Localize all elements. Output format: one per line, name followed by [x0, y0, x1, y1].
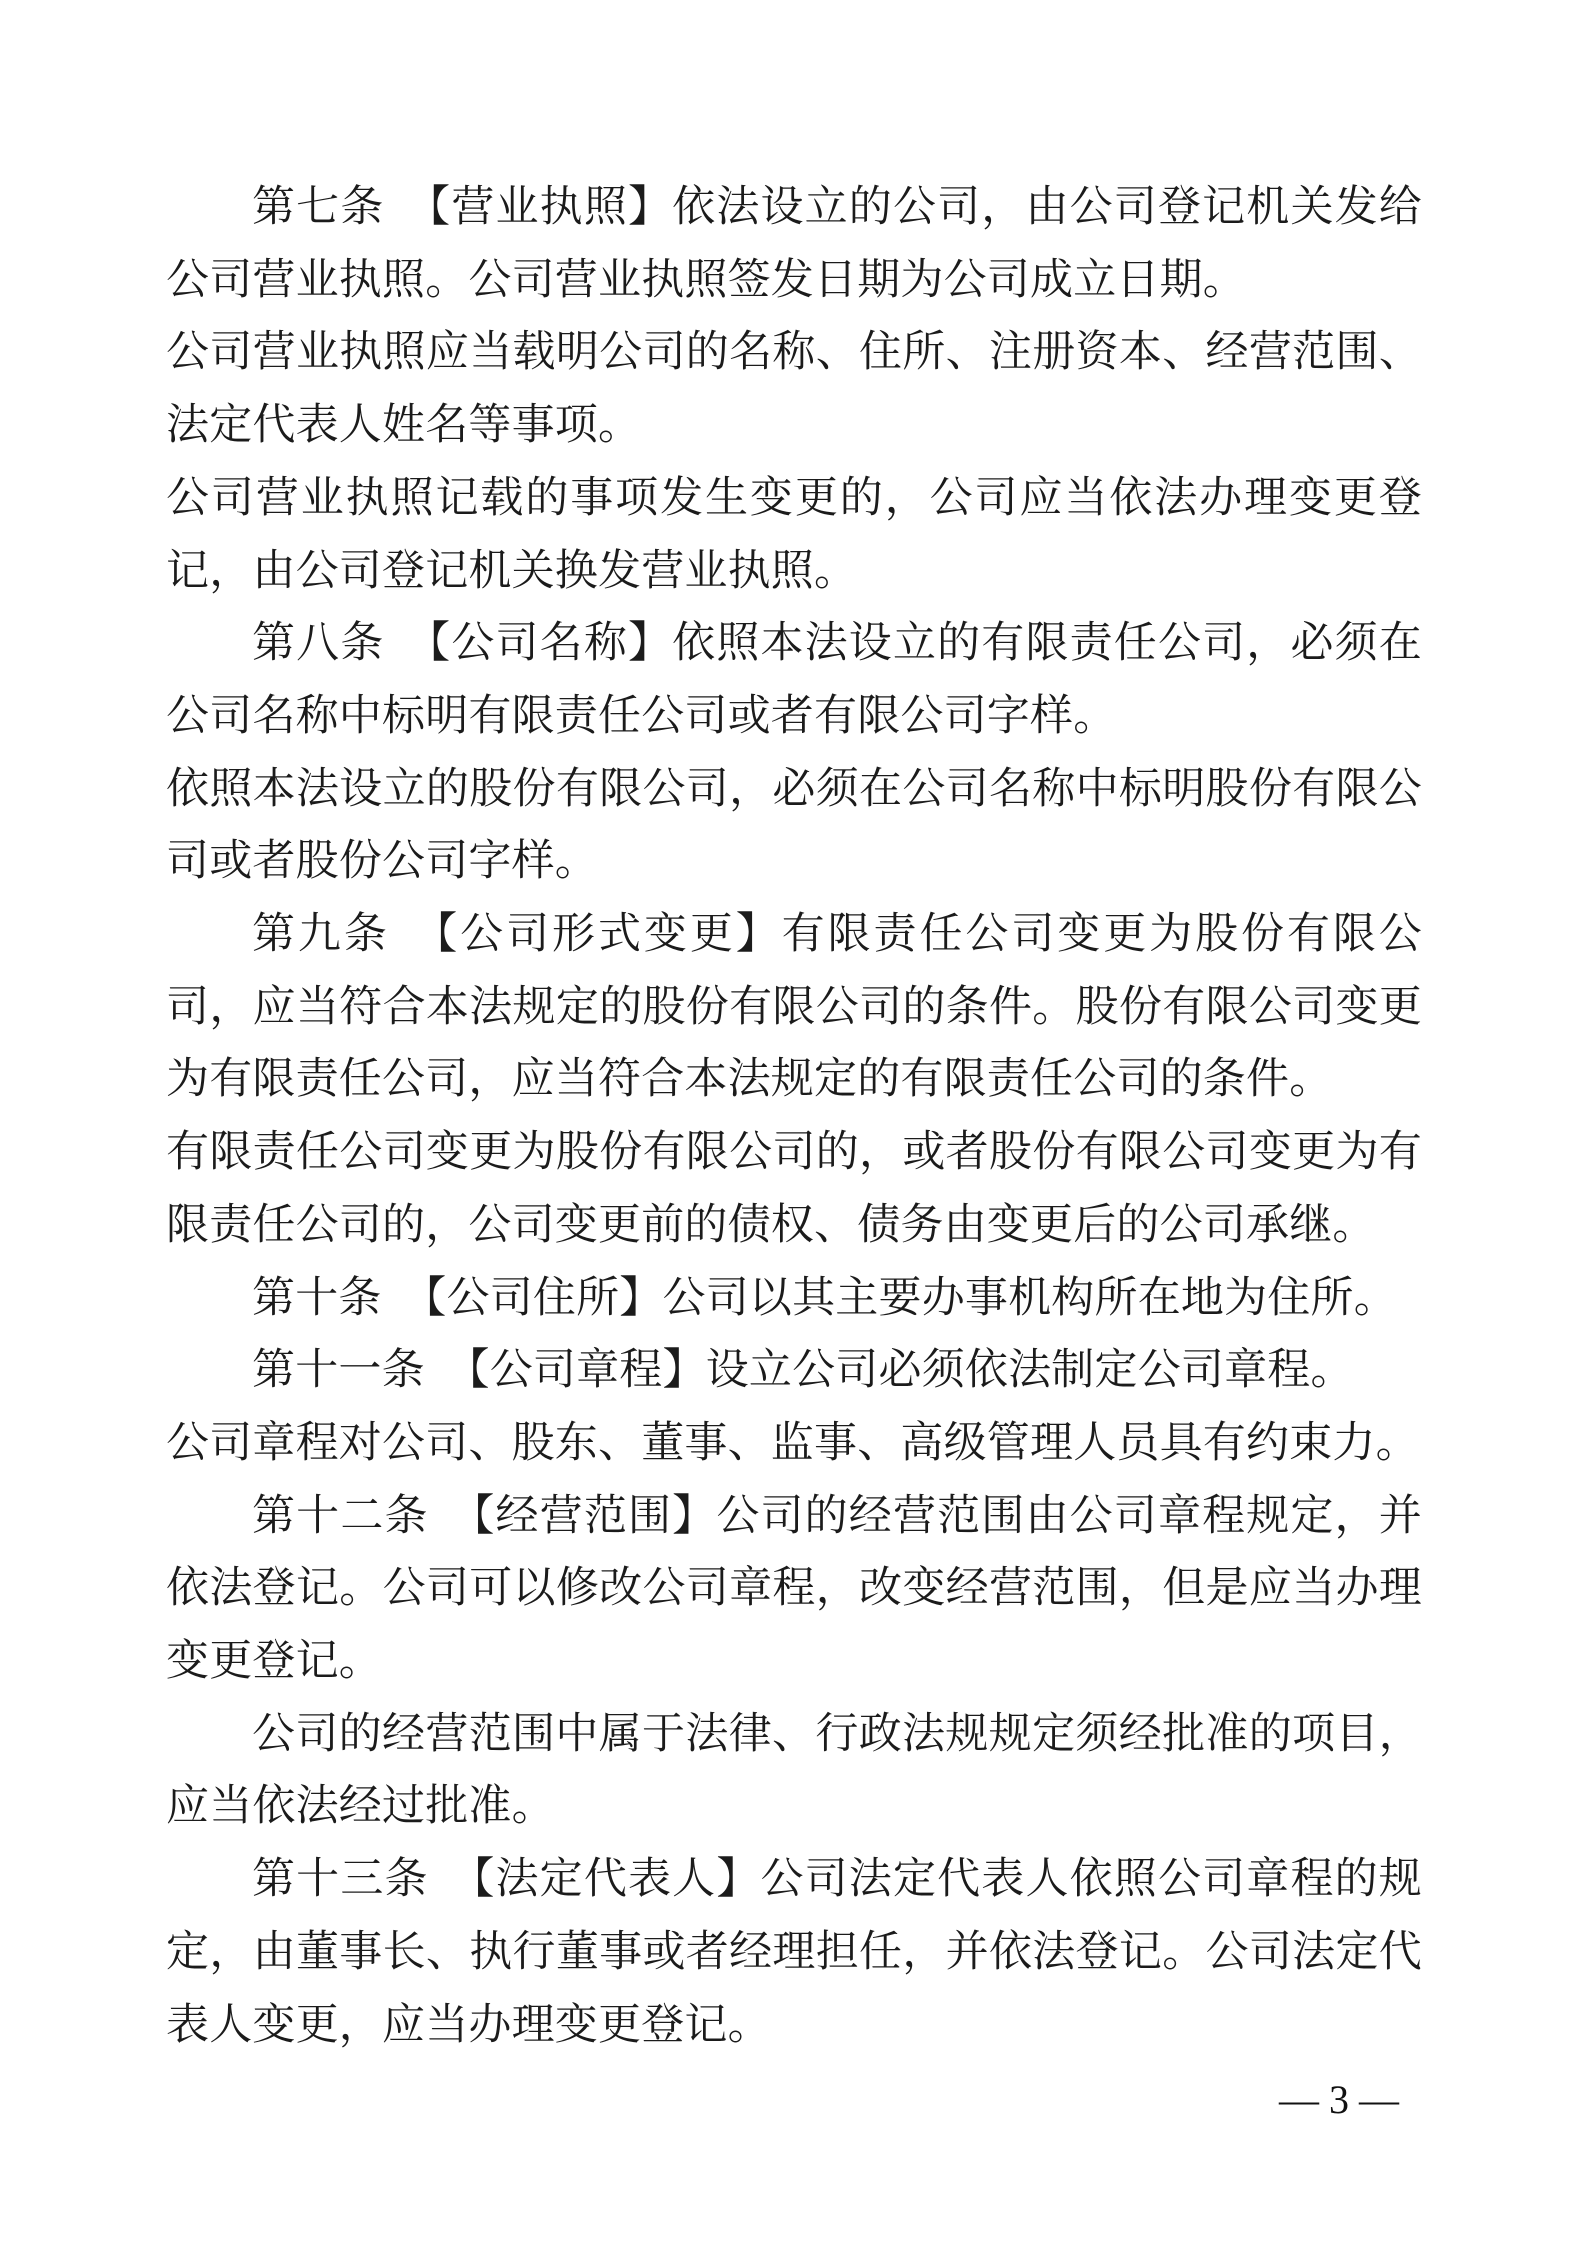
paragraph: 公司营业执照记载的事项发生变更的，公司应当依法办理变更登记，由公司登记机关换发营业执照。 — [166, 474, 1422, 595]
paragraph: 第七条 【营业执照】依法设立的公司，由公司登记机关发给公司营业执照。公司营业执照签发日期为公司成立日期。 — [166, 184, 1422, 304]
paragraph: 第十一条 【公司章程】设立公司必须依法制定公司章程。 — [252, 1347, 1354, 1395]
paragraph: 第九条 【公司形式变更】有限责任公司变更为股份有限公司，应当符合本法规定的股份有限公司的条件。股份有限公司变更为有限责任公司，应当符合本法规定的有限责任公司的条件。 — [166, 911, 1422, 1104]
paragraph: 第八条 【公司名称】依照本法设立的有限责任公司，必须在公司名称中标明有限责任公司或者有限公司字样。 — [166, 620, 1422, 740]
paragraph: 第十条 【公司住所】公司以其主要办事机构所在地为住所。 — [252, 1274, 1397, 1322]
paragraph: 公司章程对公司、股东、董事、监事、高级管理人员具有约束力。 — [166, 1419, 1419, 1467]
page-number: — 3 — — [1279, 2077, 1399, 2122]
paragraph: 依照本法设立的股份有限公司，必须在公司名称中标明股份有限公司或者股份公司字样。 — [166, 765, 1422, 886]
paragraph: 第十二条 【经营范围】公司的经营范围由公司章程规定，并依法登记。公司可以修改公司章程，改变经营范围，但是应当办理变更登记。 — [166, 1492, 1422, 1686]
paragraph: 公司营业执照应当载明公司的名称、住所、注册资本、经营范围、法定代表人姓名等事项。 — [166, 329, 1422, 450]
paragraph: 公司的经营范围中属于法律、行政法规规定须经批准的项目，应当依法经过批准。 — [166, 1710, 1422, 1831]
paragraph: 有限责任公司变更为股份有限公司的，或者股份有限公司变更为有限责任公司的，公司变更前的债权、债务由变更后的公司承继。 — [166, 1129, 1422, 1249]
paragraph-container — [166, 172, 1422, 2062]
paragraph: 第十三条 【法定代表人】公司法定代表人依照公司章程的规定，由董事长、执行董事或者经理担任，并依法登记。公司法定代表人变更，应当办理变更登记。 — [166, 1856, 1422, 2049]
